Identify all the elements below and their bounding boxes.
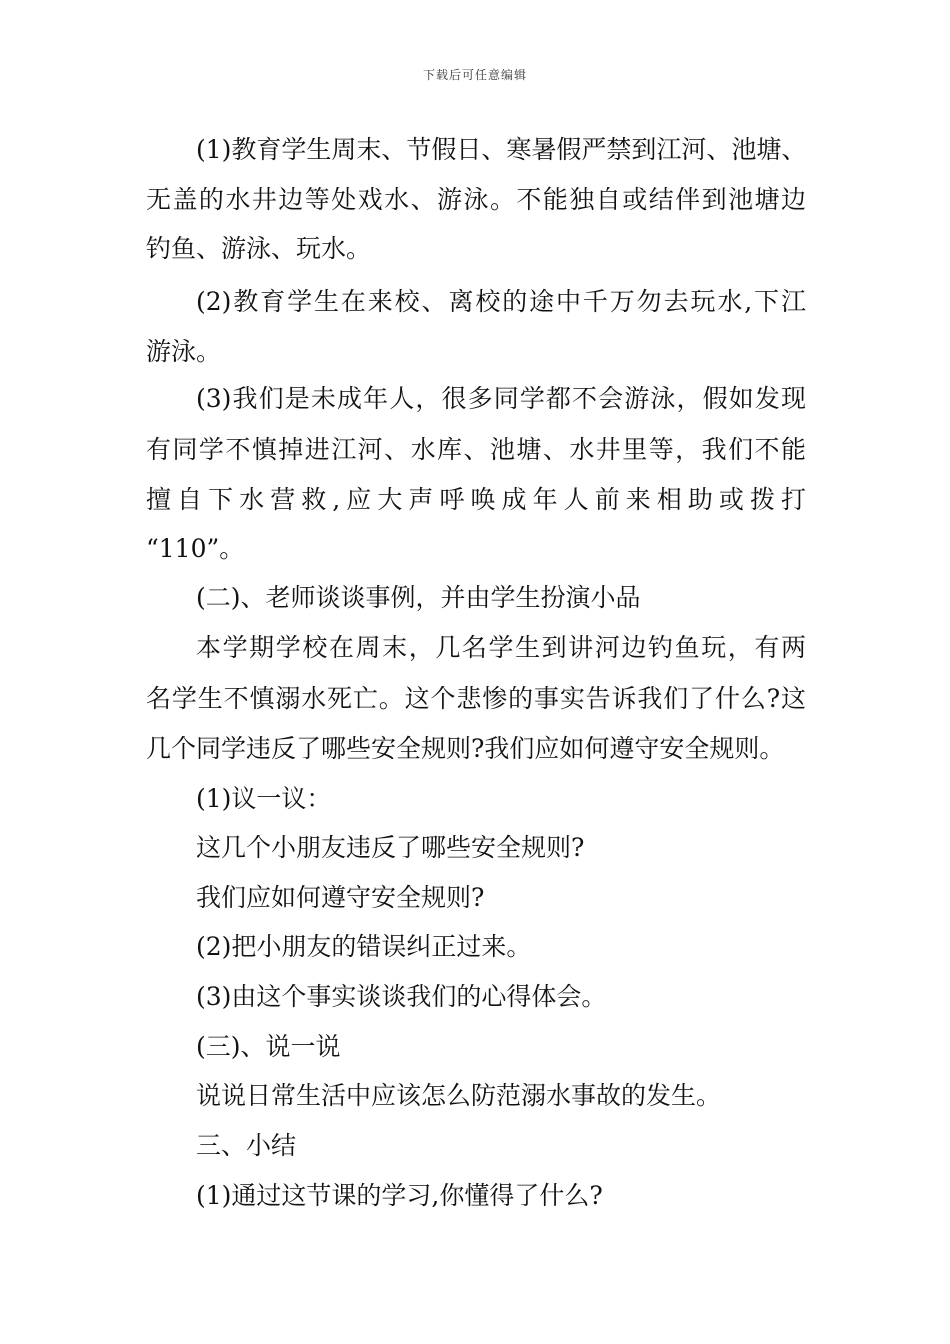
- list-item: (1)通过这节课的学习,你懂得了什么?: [196, 1181, 603, 1210]
- paragraph-line: 本学期学校在周末，几名学生到讲河边钓鱼玩，有两: [196, 633, 806, 662]
- paragraph-line: 这几个小朋友违反了哪些安全规则?: [196, 833, 585, 862]
- paragraph-line: 说说日常生活中应该怎么防范溺水事故的发生。: [196, 1081, 722, 1110]
- paragraph-line: 钓鱼、游泳、玩水。: [146, 234, 372, 263]
- page-header-note: 下载后可任意编辑: [422, 68, 527, 82]
- paragraph-line: (2)教育学生在来校、离校的途中千万勿去玩水,下江: [196, 287, 806, 316]
- section-heading: (三)、说一说: [196, 1032, 341, 1061]
- list-item: (2)把小朋友的错误纠正过来。: [196, 932, 532, 961]
- paragraph-line: 擅自下水营救,应大声呼唤成年人前来相助或拨打: [146, 485, 806, 514]
- paragraph-line: 几个同学违反了哪些安全规则?我们应如何遵守安全规则。: [146, 734, 785, 763]
- section-heading: 三、小结: [196, 1131, 297, 1160]
- list-item: (3)由这个事实谈谈我们的心得体会。: [196, 982, 607, 1011]
- paragraph-line: (1)教育学生周末、节假日、寒暑假严禁到江河、池塘、: [196, 135, 807, 164]
- paragraph-line: 游泳。: [146, 337, 222, 366]
- section-heading: (二)、老师谈谈事例，并由学生扮演小品: [196, 583, 641, 612]
- paragraph-line: 有同学不慎掉进江河、水库、池塘、水井里等，我们不能: [146, 435, 806, 464]
- list-item: (1)议一议：: [196, 784, 332, 813]
- paragraph-line: 名学生不慎溺水死亡。这个悲惨的事实告诉我们了什么?这: [146, 684, 806, 713]
- paragraph-line: “110”。: [146, 534, 245, 563]
- paragraph-line: (3)我们是未成年人，很多同学都不会游泳，假如发现: [196, 384, 806, 413]
- paragraph-line: 我们应如何遵守安全规则?: [196, 883, 485, 912]
- paragraph-line: 无盖的水井边等处戏水、游泳。不能独自或结伴到池塘边: [146, 185, 806, 214]
